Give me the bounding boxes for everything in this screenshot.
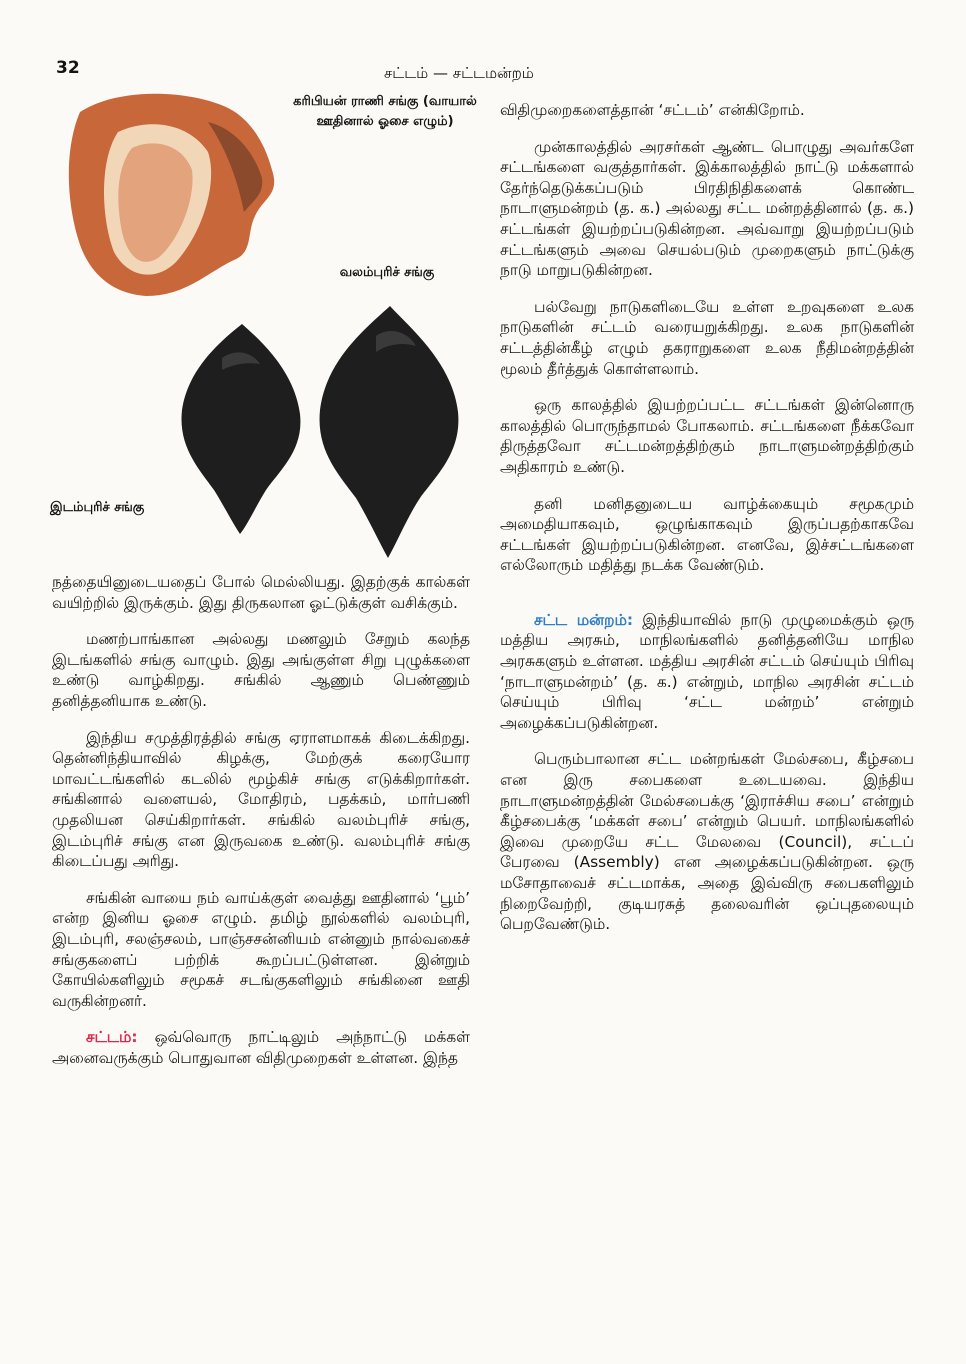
paragraph: மணற்பாங்கான அல்லது மணலும் சேறும் கலந்த இடங்களில் சங்கு வாழும். இது அங்குள்ள சிறு புழுக்களை உண்டு வாழ்கிறது. சங்கில் ஆணும் பெண்ணும் தனித்தனியாக உண்டு.: [52, 630, 470, 710]
paragraph: பல்வேறு நாடுகளிடையே உள்ள உறவுகளை உலக நாடுகளின் சட்டம் வரையறுக்கிறது. உலக நாடுகளின் சட்டத்தின்கீழ் எழும் தகராறுகளை உலக நீதிமன்றத்தின் மூலம் தீர்த்துக் கொள்ளலாம்.: [500, 297, 914, 378]
paragraph-legislature: [500, 610, 914, 734]
paragraph: முன்காலத்தில் அரசர்கள் ஆண்ட பொழுது அவர்களே சட்டங்களை வகுத்தார்கள். இக்காலத்தில் நாட்டு மக்களால் தேர்ந்தெடுக்கப்படும் பிரதிநிதிகளைக் கொண்ட நாடாளுமன்றம் (த. க.) அல்லது சட்ட மன்றத்தினால் (த. க.) சட்டங்கள் இயற்றப்படுகின்றன. அவ்வாறு இயற்றப்படும் சட்டங்களும் அவை செயல்படும் முறைகளும் நாட்டுக்கு நாடு மாறுபடுகின்றன.: [500, 137, 914, 280]
paragraph-law: [52, 1027, 470, 1068]
paragraph: விதிமுறைகளைத்தான் ‘சட்டம்’ என்கிறோம்.: [500, 101, 805, 119]
paragraph: தனி மனிதனுடைய வாழ்க்கையும் சமூகமும் அமைதியாகவும், ஒழுங்காகவும் இருப்பதற்காகவே சட்டங்கள் இயற்றப்படுகின்றன. எனவே, இச்சட்டங்களை எல்லோரும் மதித்து நடக்க வேண்டும்.: [500, 494, 914, 575]
page-number: 32: [56, 58, 80, 78]
paragraph: நத்தையினுடையதைப் போல் மெல்லியது. இதற்குக் கால்கள் வயிற்றில் இருக்கும். இது திருகலான ஓட்டுக்குள் வசிக்கும்.: [52, 573, 470, 612]
right-whorl-shell-image: [314, 300, 464, 564]
term-legislature: சட்ட மன்றம்:: [534, 610, 634, 629]
paragraph: பெரும்பாலான சட்ட மன்றங்கள் மேல்சபை, கீழ்சபை என இரு சபைகளை உடையவை. இந்திய நாடாளுமன்றத்தின் மேல்சபைக்கு ‘இராச்சிய சபை’ என்றும் கீழ்சபைக்கு ‘மக்கள் சபை’ என்றும் பெயர். மாநிலங்களில் இவை முறையே சட்ட மேலவை (Council), சட்டப் பேரவை (Assembly) என அழைக்கப்படுகின்றன. ஒரு மசோதாவைச் சட்டமாக்க, அதை இவ்விரு சபைகளிலும் நிறைவேற்றி, குடியரசுத் தலைவரின் ஒப்புதலையும் பெறவேண்டும்.: [500, 750, 914, 934]
running-title: சட்டம் — சட்டமன்றம்: [384, 64, 534, 82]
left-whorl-caption: இடம்புரிச் சங்கு: [50, 500, 145, 515]
paragraph-law-text: ஒவ்வொரு நாட்டிலும் அந்நாட்டு மக்கள் அனைவருக்கும் பொதுவான விதிமுறைகள் உள்ளன. இந்த: [52, 1028, 470, 1067]
paragraph: சங்கின் வாயை நம் வாய்க்குள் வைத்து ஊதினால் ‘பூம்’ என்ற இனிய ஓசை எழும். தமிழ் நூல்களில் வலம்புரி, இடம்புரி, சலஞ்சலம், பாஞ்சசன்னியம் என்னும் நால்வகைச் சங்குகளைப் பற்றிக் கூறப்பட்டுள்ளன. இன்றும் கோயில்களிலும் சமூகச் சடங்குகளிலும் சங்கினை ஊதி வருகின்றனர்.: [52, 888, 470, 1010]
right-column: [500, 100, 914, 951]
right-whorl-caption: வலம்புரிச் சங்கு: [339, 265, 435, 280]
left-column: [52, 572, 470, 1084]
paragraph: ஒரு காலத்தில் இயற்றப்பட்ட சட்டங்கள் இன்னொரு காலத்தில் பொருந்தாமல் போகலாம். சட்டங்களை நீக்கவோ திருத்தவோ சட்டமன்றத்திற்கும் நாடாளுமன்றத்திற்கும் அதிகாரம் உண்டு.: [500, 396, 914, 476]
term-law: சட்டம்:: [86, 1028, 138, 1047]
paragraph-legislature-text: இந்தியாவில் நாடு முழுமைக்கும் ஒரு மத்திய அரசும், மாநிலங்களில் தனித்தனியே மாநில அரசுகளும் உள்ளன. மத்திய அரசின் சட்டம் செய்யும் பிரிவு ‘நாடாளுமன்றம்’ (த. க.) என்றும், மாநில அரசின் சட்டம் செய்யும் பிரிவு ‘சட்ட மன்றம்’ என்றும் அழைக்கப்படுகின்றன.: [500, 610, 914, 732]
queen-conch-image: [58, 82, 288, 302]
queen-conch-caption: கரிபியன் ராணி சங்கு (வாயால் ஊதினால் ஓசை எழும்): [293, 94, 477, 129]
paragraph: இந்திய சமுத்திரத்தில் சங்கு ஏராளமாகக் கிடைக்கிறது. தென்னிந்தியாவில் கிழக்கு, மேற்குக் கரையோர மாவட்டங்களில் கடலில் மூழ்கிச் சங்கு எடுக்கிறார்கள். சங்கினால் வளையல், மோதிரம், பதக்கம், மார்பணி முதலியன செய்கிறார்கள். சங்கில் வலம்புரிச் சங்கு, இடம்புரிச் சங்கு என இருவகை உண்டு. வலம்புரிச் சங்கு கிடைப்பது அரிது.: [52, 728, 470, 871]
